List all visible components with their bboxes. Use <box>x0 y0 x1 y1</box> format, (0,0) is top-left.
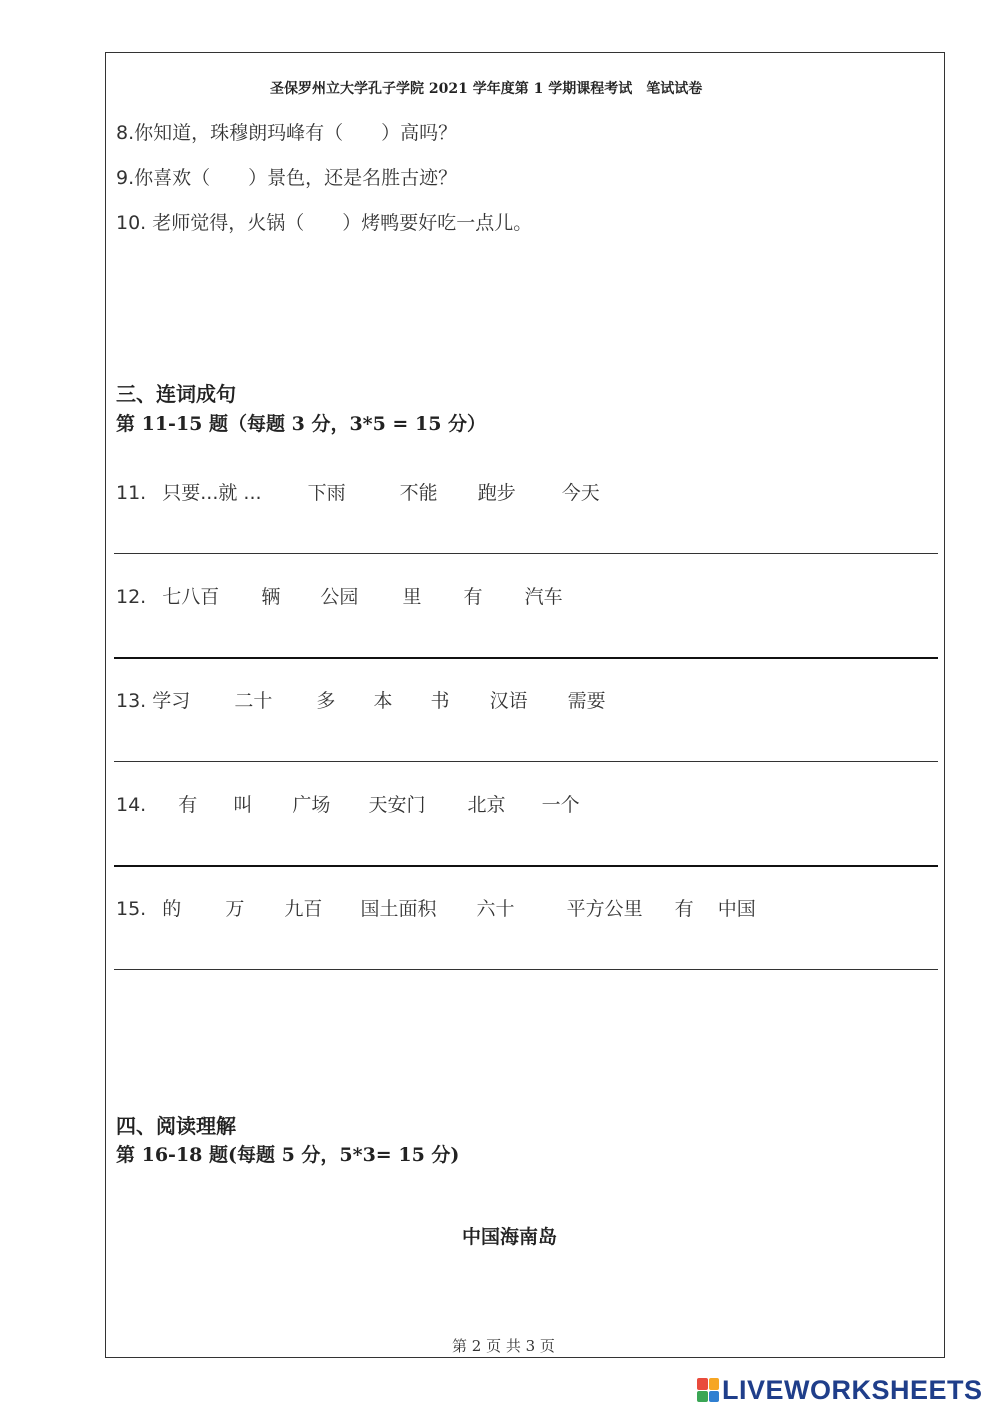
item-number: 13. <box>116 690 147 712</box>
page-footer: 第 2 页 共 3 页 <box>452 1337 555 1355</box>
word: 中国 <box>717 898 756 920</box>
word: 公园 <box>320 586 359 608</box>
word: 需要 <box>567 690 606 712</box>
exam-header: 圣保罗州立大学孔子学院 2021 学年度第 1 学期课程考试 笔试试卷 <box>270 81 703 97</box>
word: 不能 <box>399 482 438 504</box>
watermark-text: LIVEWORKSHEETS <box>722 1374 983 1405</box>
word: 一个 <box>541 794 580 816</box>
word: 叫 <box>233 794 253 816</box>
word: 广场 <box>292 794 331 816</box>
word: 本 <box>373 690 393 712</box>
question-9: 9.你喜欢（ ）景色，还是名胜古迹？ <box>116 167 458 189</box>
item-15 <box>116 894 756 921</box>
word: 跑步 <box>477 482 516 504</box>
word: 汽车 <box>524 586 563 608</box>
word: 下雨 <box>307 482 346 504</box>
word: 的 <box>162 898 182 920</box>
answer-line-11[interactable] <box>114 553 938 554</box>
word: 辆 <box>261 586 281 608</box>
item-11 <box>116 478 600 505</box>
word: 只要...就 ... <box>162 482 262 504</box>
section-3-title: 三、连词成句 <box>116 382 236 406</box>
passage-title: 中国海南岛 <box>462 1226 558 1248</box>
answer-line-12[interactable] <box>114 657 938 659</box>
liveworksheets-logo <box>697 1376 983 1404</box>
word: 今天 <box>561 482 600 504</box>
word: 六十 <box>476 898 515 920</box>
word: 万 <box>225 898 245 920</box>
word: 九百 <box>284 898 323 920</box>
item-number: 11. <box>116 482 147 504</box>
word: 国土面积 <box>360 898 437 920</box>
item-number: 14. <box>116 794 147 816</box>
section-4-title: 四、阅读理解 <box>116 1114 236 1138</box>
liveworksheets-icon <box>697 1378 719 1402</box>
word: 北京 <box>467 794 506 816</box>
item-14 <box>116 790 580 817</box>
word: 有 <box>178 794 198 816</box>
answer-line-13[interactable] <box>114 761 938 762</box>
item-13 <box>116 686 606 713</box>
word: 七八百 <box>162 586 220 608</box>
section-3-subtitle: 第 11-15 题（每题 3 分，3*5 = 15 分） <box>116 413 487 435</box>
answer-line-15[interactable] <box>114 969 938 970</box>
question-8: 8.你知道，珠穆朗玛峰有（ ）高吗？ <box>116 122 458 144</box>
item-number: 15. <box>116 898 147 920</box>
word: 汉语 <box>489 690 528 712</box>
answer-line-14[interactable] <box>114 865 938 867</box>
word: 有 <box>674 898 694 920</box>
word: 天安门 <box>368 794 426 816</box>
word: 学习 <box>152 690 191 712</box>
word: 有 <box>463 586 483 608</box>
word: 里 <box>402 586 422 608</box>
word: 书 <box>430 690 450 712</box>
section-4-subtitle: 第 16-18 题(每题 5 分，5*3= 15 分) <box>116 1144 460 1166</box>
item-number: 12. <box>116 586 147 608</box>
word: 平方公里 <box>566 898 643 920</box>
word: 多 <box>316 690 336 712</box>
question-10: 10. 老师觉得，火锅（ ）烤鸭要好吃一点儿。 <box>116 212 533 234</box>
item-12 <box>116 582 563 609</box>
word: 二十 <box>234 690 273 712</box>
